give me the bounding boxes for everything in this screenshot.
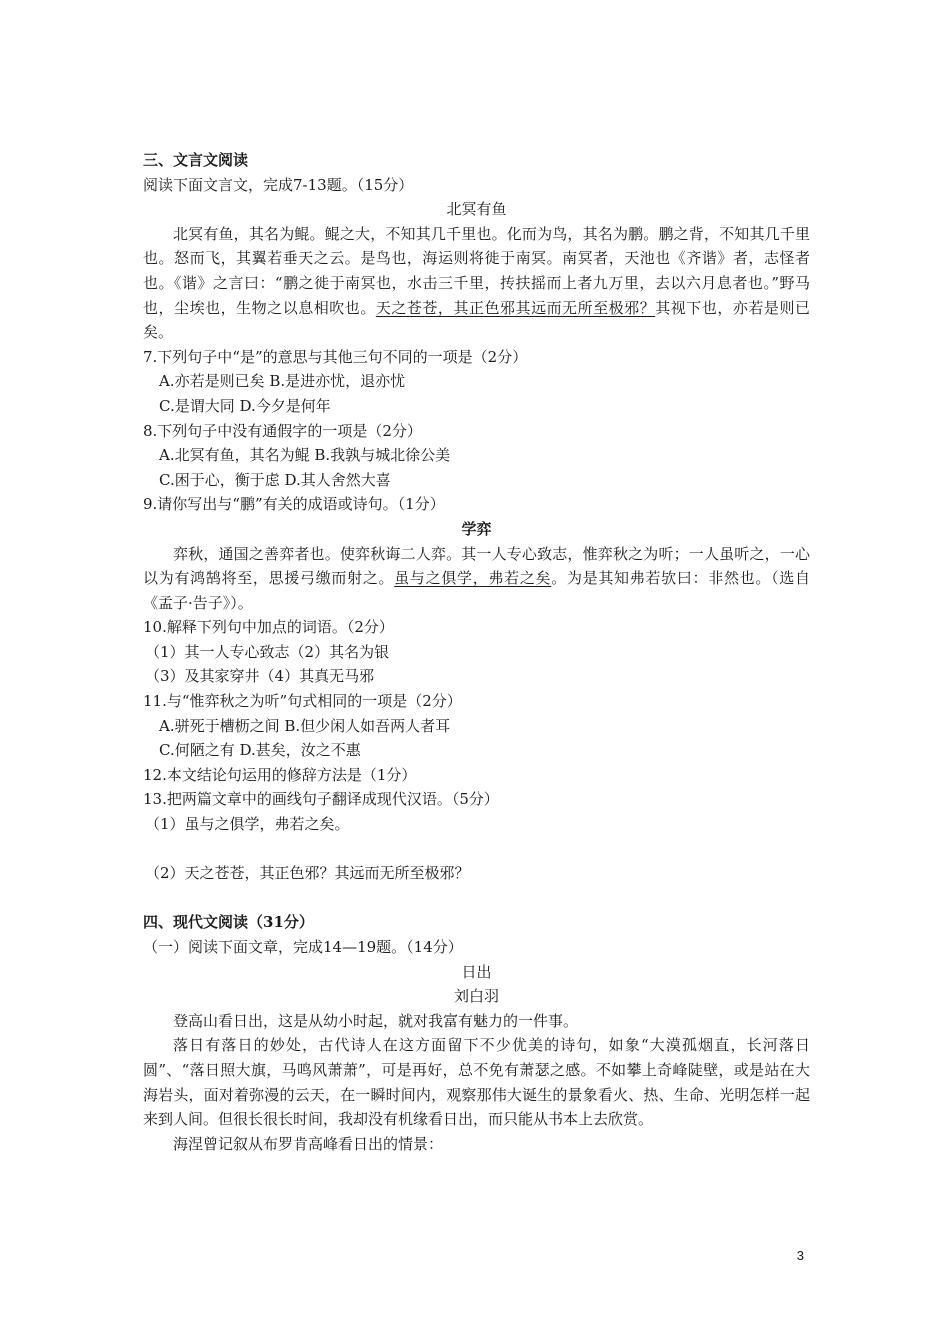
text-1-title: 北冥有鱼 [446,200,507,219]
section-gap [143,886,810,911]
text-1-paragraph [143,222,810,345]
question-13-sentence-2: （2）天之苍苍，其正色邪？其远而无所至极邪？ [145,864,470,883]
article-paragraph-3: 海涅曾记叙从布罗肯高峰看日出的情景： [173,1134,444,1153]
question-11-options-cd: C.何陋之有 D.甚矣，汝之不惠 [159,741,361,760]
question-13-sentence-1: （1）虽与之俱学，弗若之矣。 [145,815,350,834]
text-1-body: 北冥有鱼，其名为鲲。鲲之大，不知其几千里也。化而为鸟，其名为鹏。鹏之背，不知其几千里也。怒而飞，其翼若垂天之云。是鸟也，海运则将徙于南冥。南冥者，天池也《齐谐》者，志怪者也。《谐》之言曰：“鹏之徙于南冥也，水击三千里，抟扶摇而上者九万里，去以六月息者也。”野马也，尘埃也，生物之以息相吹也。 [143,224,810,317]
question-8-options-ab: A.北冥有鱼，其名为鲲 B.我孰与城北徐公美 [159,446,451,465]
section-3-intro: 阅读下面文言文，完成7-13题。（15分） [143,175,414,194]
question-13-stem: 13.把两篇文章中的画线句子翻译成现代汉语。（5分） [143,790,499,809]
text-2-title: 学弈 [461,519,492,538]
answer-space [143,837,810,862]
question-9: 9.请你写出与“鹏”有关的成语或诗句。（1分） [143,495,445,514]
question-8-stem: 8.下列句子中没有通假字的一项是（2分） [143,421,422,440]
section-4-intro: （一）阅读下面文章，完成14—19题。（14分） [143,938,463,956]
article-title: 日出 [461,962,492,981]
question-7-stem: 7.下列句子中“是”的意思与其他三句不同的一项是（2分） [143,347,528,366]
text-1-tail: 其视下也，亦若是则已矣。 [143,298,810,342]
question-8-options-cd: C.困于心，衡于虑 D.其人舍然大喜 [159,470,391,489]
section-3-heading: 三、文言文阅读 [143,151,249,169]
question-10-stem: 10.解释下列句中加点的词语。（2分） [143,618,394,637]
question-12: 12.本文结论句运用的修辞方法是（1分） [143,765,417,784]
text-2-paragraph [143,542,810,616]
article-paragraph-2: 落日有落日的妙处，古代诗人在这方面留下不少优美的诗句，如象“大漠孤烟直，长河落日圆”、“落日照大旗，马鸣风萧萧”，可是再好，总不免有萧瑟之感。不如攀上奇峰陡壁，或是站在大海岩头，面对着弥漫的云天，在一瞬时间内，观察那伟大诞生的景象看火、热、生命、光明怎样一起来到人间。但很长很长时间，我却没有机缘看日出，而只能从书本上去欣赏。 [143,1036,810,1129]
text-2-tail: 。为是其知弗若欤曰：非然也。（选自《孟子·告子》）。 [143,569,810,612]
question-10-line-2: （3）及其家穿井（4）其真无马邪 [145,667,375,686]
question-10-line-1: （1）其一人专心致志（2）其名为银 [145,642,390,661]
text-2-body: 弈秋，通国之善弈者也。使弈秋诲二人弈。其一人专心致志，惟弈秋之为听；一人虽听之，一心以为有鸿鹄将至，思援弓缴而射之。 [143,544,810,588]
section-4-heading: 四、现代文阅读（31分） [143,913,314,932]
question-11-stem: 11.与“惟弈秋之为听”句式相同的一项是（2分） [143,692,462,711]
document-page [143,148,810,1156]
underlined-sentence-1: 天之苍苍，其正色邪其远而无所至极邪？ [375,298,656,317]
question-7-options-ab: A.亦若是则已矣 B.是进亦忧，退亦忧 [159,372,406,391]
question-7-options-cd: C.是谓大同 D.今夕是何年 [159,396,331,415]
page-number: 3 [796,1248,804,1263]
article-author: 刘白羽 [453,987,499,1006]
article-paragraph-1: 登高山看日出，这是从幼小时起，就对我富有魅力的一件事。 [173,1011,579,1030]
underlined-sentence-2: 虽与之俱学，弗若之矣 [394,569,552,588]
question-11-options-ab: A.骈死于槽枥之间 B.但少闲人如吾两人者耳 [159,716,451,735]
